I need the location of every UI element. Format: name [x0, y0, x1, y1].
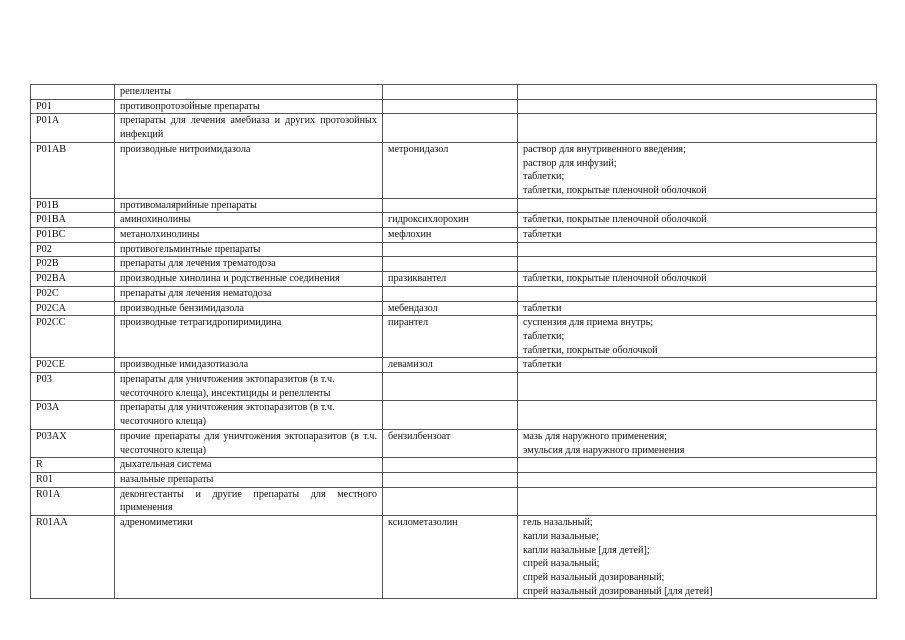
- atc-code: P01BA: [31, 213, 115, 228]
- substance-name: метронидазол: [383, 142, 518, 198]
- substance-name: мефлохин: [383, 228, 518, 243]
- group-name: прочие препараты для уничтожения эктопаразитов (в т.ч. чесоточного клеща): [115, 429, 383, 457]
- dosage-forms: [518, 316, 877, 358]
- table-row: [31, 257, 877, 272]
- table-row: [31, 458, 877, 473]
- dosage-forms: [518, 114, 877, 142]
- table-row: [31, 429, 877, 457]
- group-name: препараты для лечения амебиаза и других протозойных инфекций: [115, 114, 383, 142]
- table-row: [31, 301, 877, 316]
- atc-code: P02BA: [31, 272, 115, 287]
- table-row: [31, 286, 877, 301]
- group-name: препараты для уничтожения эктопаразитов (в т.ч. чесоточного клеща), инсектициды и репелленты: [115, 373, 383, 401]
- group-name: производные бензимидазола: [115, 301, 383, 316]
- atc-code: P02B: [31, 257, 115, 272]
- atc-code: P03A: [31, 401, 115, 429]
- dosage-forms: [518, 429, 877, 457]
- group-name: противогельминтные препараты: [115, 242, 383, 257]
- table-row: [31, 472, 877, 487]
- dosage-form: капли назальные;: [523, 530, 599, 542]
- group-name: адреномиметики: [115, 516, 383, 599]
- dosage-forms: [518, 472, 877, 487]
- dosage-form: спрей назальный;: [523, 558, 600, 570]
- dosage-forms: [518, 458, 877, 473]
- group-name: производные нитроимидазола: [115, 142, 383, 198]
- dosage-forms: [518, 242, 877, 257]
- table-row: [31, 99, 877, 114]
- atc-code: P01BC: [31, 228, 115, 243]
- atc-code: P01B: [31, 198, 115, 213]
- table-row: [31, 213, 877, 228]
- table-row: [31, 85, 877, 100]
- substance-name: бензилбензоат: [383, 429, 518, 457]
- substance-name: [383, 198, 518, 213]
- table-row: [31, 242, 877, 257]
- substance-name: [383, 487, 518, 515]
- dosage-forms: [518, 142, 877, 198]
- dosage-forms: [518, 487, 877, 515]
- dosage-form: таблетки: [523, 359, 562, 371]
- substance-name: [383, 257, 518, 272]
- atc-code: P02CA: [31, 301, 115, 316]
- table-row: [31, 316, 877, 358]
- dosage-form: гель назальный;: [523, 517, 593, 529]
- dosage-forms: [518, 401, 877, 429]
- dosage-form: суспензия для приема внутрь;: [523, 317, 654, 329]
- dosage-form: таблетки, покрытые оболочкой: [523, 344, 658, 356]
- dosage-forms: [518, 301, 877, 316]
- table-body: [31, 85, 877, 599]
- dosage-form: мазь для наружного применения;: [523, 430, 668, 442]
- substance-name: [383, 114, 518, 142]
- dosage-forms: [518, 228, 877, 243]
- dosage-form: таблетки, покрытые пленочной оболочкой: [523, 184, 707, 196]
- table-row: [31, 358, 877, 373]
- atc-code: R01AA: [31, 516, 115, 599]
- group-name: производные тетрагидропиримидина: [115, 316, 383, 358]
- atc-code: P03AX: [31, 429, 115, 457]
- substance-name: [383, 85, 518, 100]
- dosage-form: капли назальные [для детей];: [523, 544, 650, 556]
- substance-name: [383, 472, 518, 487]
- substance-name: мебендазол: [383, 301, 518, 316]
- medication-table: [30, 84, 877, 599]
- atc-code: P02: [31, 242, 115, 257]
- dosage-form: эмульсия для наружного применения: [523, 444, 685, 456]
- substance-name: [383, 99, 518, 114]
- atc-code: R01: [31, 472, 115, 487]
- dosage-form: таблетки: [523, 229, 562, 241]
- substance-name: гидроксихлорохин: [383, 213, 518, 228]
- group-name: производные хинолина и родственные соединения: [115, 272, 383, 287]
- group-name: репелленты: [115, 85, 383, 100]
- substance-name: [383, 242, 518, 257]
- dosage-form: таблетки;: [523, 171, 565, 183]
- table-row: [31, 228, 877, 243]
- dosage-forms: [518, 198, 877, 213]
- substance-name: празиквантел: [383, 272, 518, 287]
- atc-code: P01A: [31, 114, 115, 142]
- dosage-form: раствор для внутривенного введения;: [523, 143, 686, 155]
- document-page: [30, 84, 876, 599]
- table-row: [31, 198, 877, 213]
- table-row: [31, 516, 877, 599]
- table-row: [31, 487, 877, 515]
- group-name: препараты для лечения трематодоза: [115, 257, 383, 272]
- atc-code: P02C: [31, 286, 115, 301]
- substance-name: [383, 458, 518, 473]
- table-row: [31, 142, 877, 198]
- group-name: метанолхинолины: [115, 228, 383, 243]
- dosage-form: таблетки, покрытые пленочной оболочкой: [523, 214, 707, 226]
- dosage-form: раствор для инфузий;: [523, 157, 617, 169]
- table-row: [31, 401, 877, 429]
- group-name: препараты для лечения нематодоза: [115, 286, 383, 301]
- dosage-form: спрей назальный дозированный;: [523, 571, 665, 583]
- substance-name: пирантел: [383, 316, 518, 358]
- dosage-forms: [518, 286, 877, 301]
- atc-code: R01A: [31, 487, 115, 515]
- atc-code: [31, 85, 115, 100]
- group-name: аминохинолины: [115, 213, 383, 228]
- dosage-forms: [518, 516, 877, 599]
- dosage-forms: [518, 358, 877, 373]
- dosage-forms: [518, 85, 877, 100]
- dosage-forms: [518, 272, 877, 287]
- substance-name: [383, 373, 518, 401]
- substance-name: левамизол: [383, 358, 518, 373]
- group-name: производные имидазотиазола: [115, 358, 383, 373]
- dosage-forms: [518, 373, 877, 401]
- group-name: противомалярийные препараты: [115, 198, 383, 213]
- atc-code: P02CE: [31, 358, 115, 373]
- dosage-form: таблетки;: [523, 330, 565, 342]
- dosage-form: спрей назальный дозированный [для детей]: [523, 585, 713, 597]
- atc-code: P03: [31, 373, 115, 401]
- group-name: противопротозойные препараты: [115, 99, 383, 114]
- dosage-form: таблетки: [523, 302, 562, 314]
- dosage-forms: [518, 99, 877, 114]
- group-name: назальные препараты: [115, 472, 383, 487]
- group-name: деконгестанты и другие препараты для местного применения: [115, 487, 383, 515]
- dosage-forms: [518, 213, 877, 228]
- substance-name: [383, 401, 518, 429]
- table-row: [31, 114, 877, 142]
- atc-code: R: [31, 458, 115, 473]
- atc-code: P01AB: [31, 142, 115, 198]
- group-name: препараты для уничтожения эктопаразитов (в т.ч. чесоточного клеща): [115, 401, 383, 429]
- group-name: дыхательная система: [115, 458, 383, 473]
- table-row: [31, 373, 877, 401]
- atc-code: P02CC: [31, 316, 115, 358]
- table-row: [31, 272, 877, 287]
- substance-name: ксилометазолин: [383, 516, 518, 599]
- dosage-forms: [518, 257, 877, 272]
- dosage-form: таблетки, покрытые пленочной оболочкой: [523, 273, 707, 285]
- substance-name: [383, 286, 518, 301]
- atc-code: P01: [31, 99, 115, 114]
